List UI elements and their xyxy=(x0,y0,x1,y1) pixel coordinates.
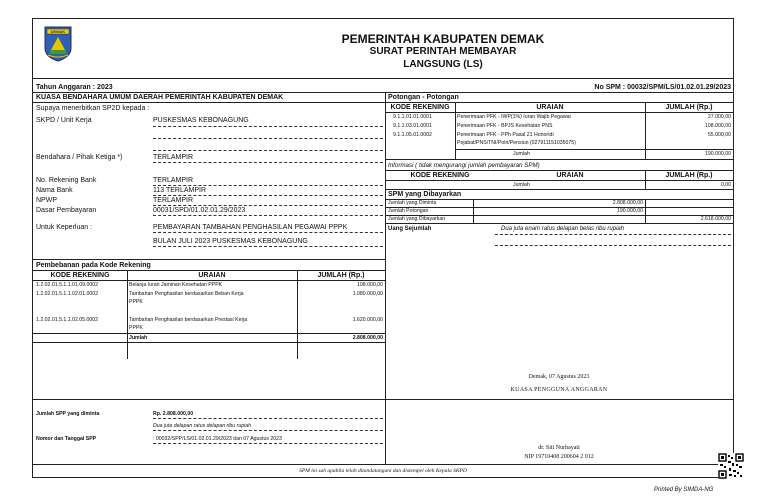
supaya-text: Supaya menerbitkan SP2D kepada : xyxy=(36,105,150,112)
field-value-rekening: TERLAMPIR xyxy=(153,177,194,184)
pembebanan-uraian-cont: PPPK xyxy=(129,325,143,331)
pembebanan-kode: 1.2.02.01.5.1.1.02.01.0002 xyxy=(36,291,99,297)
spp-terbilang: Dua juta delapan ratus delapan ribu rupiah xyxy=(153,423,252,429)
document-header xyxy=(33,19,733,79)
potongan-uraian-cont: Pejabat/PNS/TNI/Polri/Pensiun (027911151035075) xyxy=(457,140,576,146)
spm-row-label: Jumlah yang Dibayarkan xyxy=(388,216,446,222)
printed-by: Printed By SIMDA-NG xyxy=(654,487,714,493)
potongan-uraian: Penerimaan PFK - IWP(1%) Iuran Wajib Pegawai xyxy=(457,114,571,120)
field-label-skpd: SKPD / Unit Kerja xyxy=(36,117,92,124)
potongan-header-jumlah: JUMLAH (Rp.) xyxy=(665,104,713,111)
potongan-header-kode: KODE REKENING xyxy=(390,104,450,111)
pembebanan-kode: 1.2.02.01.5.1.1.01.09.0002 xyxy=(36,282,99,288)
pembebanan-header-jumlah: JUMLAH (Rp.) xyxy=(317,272,365,279)
potongan-header-uraian: URAIAN xyxy=(536,104,564,111)
field-label-npwp: NPWP xyxy=(36,197,57,204)
potongan-uraian: Penerimaan PFK - PPh Pasal 21 Honorídi xyxy=(457,132,554,138)
informasi-total: 0,00 xyxy=(720,182,731,188)
nomor-label: Nomor dan Tanggal SPP xyxy=(36,436,97,442)
informasi-header-kode: KODE REKENING xyxy=(410,172,470,179)
sign-nip: NIP 19710408 200604 2 012 xyxy=(524,454,594,460)
field-label-bendahara: Bendahara / Pihak Ketiga *) xyxy=(36,154,123,161)
spm-row-value: 190.000,00 xyxy=(617,208,643,214)
logo-text: DEMAK xyxy=(50,29,66,35)
sign-date: Demak, 07 Agustus 2023 xyxy=(528,374,590,380)
field-value-dasar: 00031/SPD/01.02.01.29/2023 xyxy=(153,207,246,214)
potongan-kode: 9.1.1.01.01.0001 xyxy=(393,114,432,120)
field-value-bank: 113 TERLAMPIR xyxy=(153,187,207,194)
spm-row-label: Jumlah yang Diminta xyxy=(388,200,437,206)
no-spm: No SPM : 00032/SPM/LS/01.02.01.29/2023 xyxy=(594,84,731,91)
spm-title: SPM yang Dibayarkan xyxy=(388,191,462,198)
nomor-value: : 00032/SPP/LS/01.02.01.29/2023 dan 07 Agustus 2023 xyxy=(153,436,282,442)
keperluan-line2: BULAN JULI 2023 PUSKESMAS KEBONAGUNG xyxy=(153,238,308,245)
qr-code-icon xyxy=(718,453,744,479)
sign-name: dr. Siti Nurhayati xyxy=(538,445,580,451)
demak-emblem-icon xyxy=(43,26,73,62)
potongan-uraian: Penerimaan PFK - BPJS Kesehatan PNS xyxy=(457,123,553,129)
informasi-total-label: Jumlah xyxy=(513,182,530,188)
potongan-kode: 9.1.1.05.01.0002 xyxy=(393,132,432,138)
uang-label: Uang Sejumlah xyxy=(388,226,432,232)
pembebanan-total: 2.808.000,00 xyxy=(352,335,383,341)
uang-terbilang: Dua juta enam ratus delapan belas ribu rupiah xyxy=(501,226,625,232)
spp-value: Rp. 2.808.000,00 xyxy=(153,411,194,417)
pembebanan-header-uraian: URAIAN xyxy=(198,272,226,279)
keperluan-label: Untuk Keperluan : xyxy=(36,224,93,231)
doc-subtitle: LANGSUNG (LS) xyxy=(403,59,483,70)
potongan-jumlah: 55.000,00 xyxy=(707,132,731,138)
pembebanan-jumlah: 1.080.000,00 xyxy=(352,291,383,297)
field-value-npwp: TERLAMPIR xyxy=(153,197,194,204)
footer-note: SPM ini sah apabila telah ditandatangani dan distempel oleh Kepala SKPD xyxy=(299,468,467,474)
kuasa-title: KUASA BENDAHARA UMUM DAERAH PEMERINTAH KABUPATEN DEMAK xyxy=(36,94,284,101)
spp-label: Jumlah SPP yang diminta xyxy=(36,411,100,417)
tahun-anggaran: Tahun Anggaran : 2023 xyxy=(36,84,113,91)
potongan-total: 190.000,00 xyxy=(705,151,731,157)
potongan-total-label: Jumlah xyxy=(513,151,530,157)
spm-row-value: 2.808.000,00 xyxy=(612,200,643,206)
informasi-header-jumlah: JUMLAH (Rp.) xyxy=(665,172,713,179)
potongan-jumlah: 108.000,00 xyxy=(705,123,731,129)
field-value-bendahara: TERLAMPIR xyxy=(153,154,194,161)
field-value-skpd: PUSKESMAS KEBONAGUNG xyxy=(153,117,249,124)
keperluan-line1: PEMBAYARAN TAMBAHAN PENGHASILAN PEGAWAI PPPK xyxy=(153,224,348,231)
informasi-title: Informasi ( tidak mengurangi jumlah pembayaran SPM) xyxy=(388,162,540,169)
informasi-header-uraian: URAIAN xyxy=(556,172,584,179)
pembebanan-jumlah: 1.620.000,00 xyxy=(352,317,383,323)
pembebanan-title: Pembebanan pada Kode Rekening xyxy=(36,262,151,269)
spm-row-label: Jumlah Potongan xyxy=(388,208,429,214)
sign-title: KUASA PENGGUNA ANGGARAN xyxy=(510,387,608,393)
field-label-rekening: No. Rekening Bank xyxy=(36,177,97,184)
potongan-kode: 9.1.1.03.01.0001 xyxy=(393,123,432,129)
pembebanan-total-label: Jumlah xyxy=(129,335,148,341)
pembebanan-uraian: Tambahan Penghasilan berdasarkan Prestasi Kerja xyxy=(129,317,248,323)
spm-row-value: 2.618.000,00 xyxy=(700,216,731,222)
pembebanan-uraian-cont: PPPK xyxy=(129,299,143,305)
pembebanan-uraian: Tambahan Penghasilan berdasarkan Beban Kerja xyxy=(129,291,244,297)
potongan-title: Potongan - Potongan xyxy=(388,94,459,101)
pembebanan-header-kode: KODE REKENING xyxy=(50,272,110,279)
gov-title: PEMERINTAH KABUPATEN DEMAK xyxy=(341,32,545,46)
doc-title: SURAT PERINTAH MEMBAYAR xyxy=(369,46,517,57)
pembebanan-uraian: Belanja Iuran Jaminan Kesehatan PPPK xyxy=(129,282,223,288)
spm-document xyxy=(32,18,734,478)
pembebanan-jumlah: 108.000,00 xyxy=(357,282,383,288)
pembebanan-kode: 1.2.02.01.5.1.1.02.05.0002 xyxy=(36,317,99,323)
field-label-bank: Nama Bank xyxy=(36,187,73,194)
potongan-jumlah: 27.000,00 xyxy=(707,114,731,120)
field-label-dasar: Dasar Pembayaran xyxy=(36,207,97,214)
